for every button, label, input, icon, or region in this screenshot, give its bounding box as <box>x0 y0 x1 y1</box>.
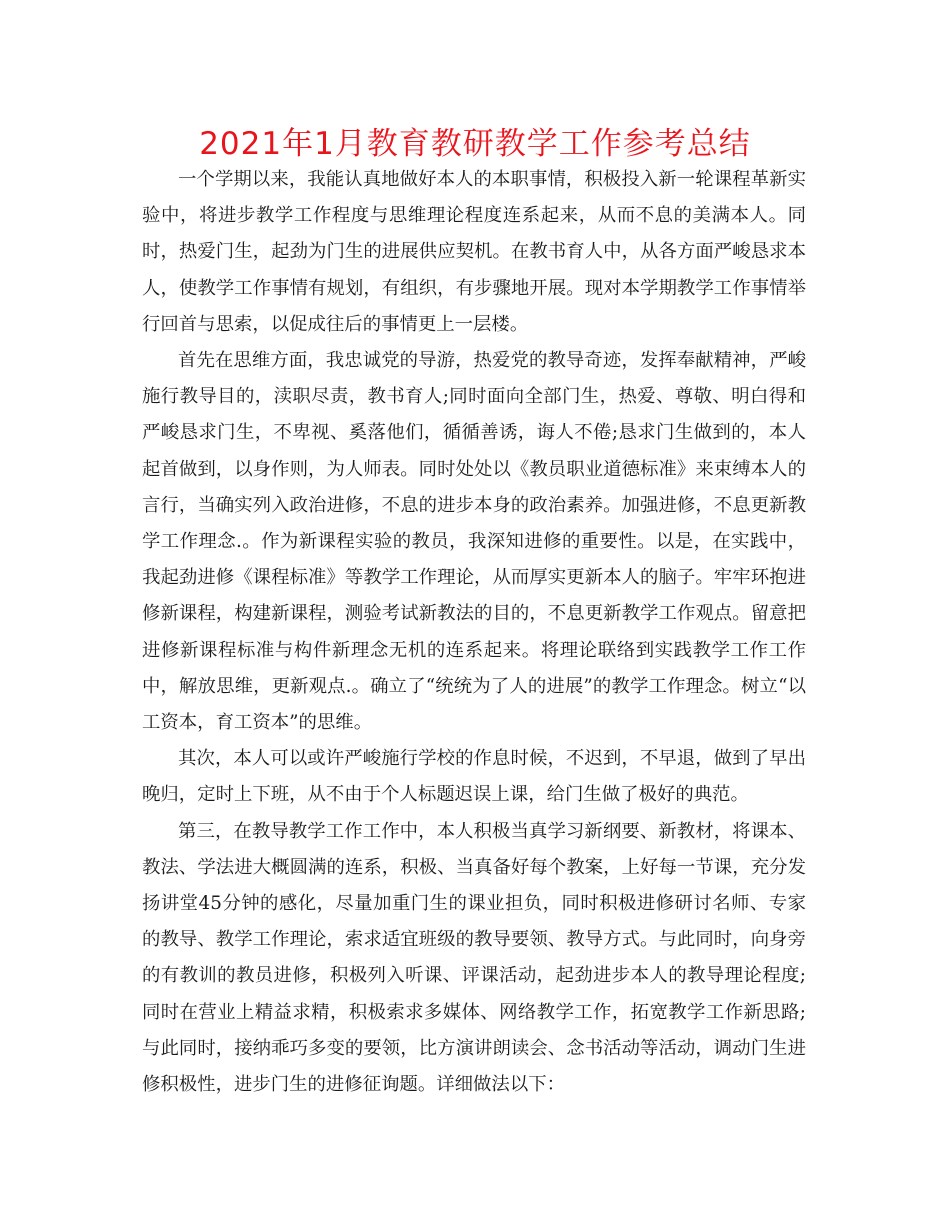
paragraph-3: 其次，本人可以或许严峻施行学校的作息时候，不迟到，不早退，做到了早出晚归，定时上下班，从不由于个人标题迟误上课，给门生做了极好的典范。 <box>142 748 806 806</box>
document-title: 2021年1月教育教研教学工作参考总结 <box>199 126 751 162</box>
document-body <box>142 162 806 1103</box>
paragraph-2: 首先在思维方面，我忠诚党的导游，热爱党的教导奇迹，发挥奉献精神，严峻施行教导目的，渎职尽责，教书育人;同时面向全部门生，热爱、尊敬、明白得和严峻恳求门生，不卑视、奚落他们，循循善诱，诲人不倦;恳求门生做到的，本人起首做到，以身作则，为人师表。同时处处以《教员职业道德标准》来束缚本人的言行，当确实列入政治进修，不息的进步本身的政治素养。加强进修，不息更新教学工作理念.。作为新课程实验的教员，我深知进修的重要性。以是，在实践中，我起劲进修《课程标准》等教学工作理论，从而厚实更新本人的脑子。牢牢环抱进修新课程，构建新课程，测验考试新教法的目的，不息更新教学工作观点。留意把进修新课程标准与构件新理念无机的连系起来。将理论联络到实践教学工作工作中，解放思维，更新观点.。确立了“统统为了人的进展”的教学工作理念。树立“以工资本，育工资本”的思维。 <box>142 350 806 734</box>
paragraph-1: 一个学期以来，我能认真地做好本人的本职事情，积极投入新一轮课程革新实验中，将进步教学工作程度与思维理论程度连系起来，从而不息的美满本人。同时，热爱门生，起劲为门生的进展供应契机。在教书育人中，从各方面严峻恳求本人，使教学工作事情有规划，有组织，有步骤地开展。现对本学期教学工作事情举行回首与思索，以促成往后的事情更上一层楼。 <box>142 169 806 335</box>
paragraph-4: 第三，在教导教学工作工作中，本人积极当真学习新纲要、新教材，将课本、教法、学法进大概圆满的连系，积极、当真备好每个教案，上好每一节课，充分发扬讲堂45分钟的感化，尽量加重门生的课业担负，同时积极进修研讨名师、专家的教导、教学工作理论，索求适宜班级的教导要领、教导方式。与此同时，向身旁的有教训的教员进修，积极列入听课、评课活动，起劲进步本人的教导理论程度;同时在营业上精益求精，积极索求多媒体、网络教学工作，拓宽教学工作新思路;与此同时，接纳乖巧多变的要领，比方演讲朗读会、念书活动等活动，调动门生进修积极性，进步门生的进修征询题。详细做法以下： <box>142 820 806 1096</box>
